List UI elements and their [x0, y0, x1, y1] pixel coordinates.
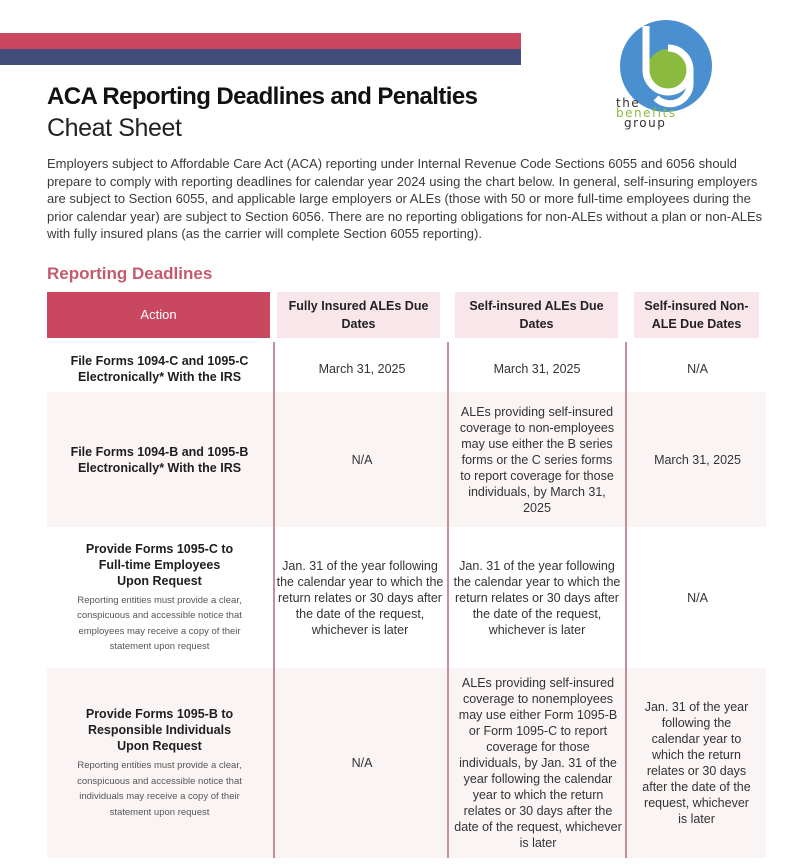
- self-insured-ales-cell: March 31, 2025: [493, 362, 581, 376]
- table-row: [47, 668, 766, 858]
- decorative-bar-red: [0, 33, 521, 49]
- action-note: Reporting entities must provide a clear, conspicuous and accessible notice that individuals may receive a copy of their statement upon request: [77, 760, 242, 818]
- action-label: File Forms 1094-B and 1095-B Electronically* With the IRS: [70, 444, 249, 475]
- column-divider: [625, 342, 627, 858]
- self-insured-ales-cell: ALEs providing self-insured coverage to nonemployees may use either Form 1095-B or Form 1095-C to report coverage for those individuals, by Jan. 31 of the year following the calendar year to which the return relates or 30 days after the date of the request, whichever is later: [454, 676, 622, 850]
- decorative-bar-navy: [0, 49, 521, 65]
- logo-text-the: the: [616, 96, 641, 110]
- action-cell: [67, 392, 252, 527]
- page-subtitle: Cheat Sheet: [47, 114, 182, 142]
- self-insured-non-ale-cell: N/A: [687, 362, 708, 376]
- self-insured-non-ale-cell: Jan. 31 of the year following the calendar year to which the return relates or 30 days after the date of the request, whichever is later: [642, 700, 751, 826]
- column-header-action: Action: [47, 292, 270, 338]
- logo-text-benefits: benefits: [616, 106, 677, 120]
- section-title-reporting-deadlines: Reporting Deadlines: [47, 264, 213, 283]
- table-row: [47, 346, 766, 392]
- page-title: ACA Reporting Deadlines and Penalties: [47, 83, 478, 110]
- fully-insured-ales-cell: N/A: [351, 756, 373, 770]
- action-note: Reporting entities must provide a clear, conspicuous and accessible notice that employees may receive a copy of their statement upon request: [77, 594, 242, 652]
- self-insured-non-ale-cell: N/A: [687, 590, 708, 605]
- intro-paragraph: Employers subject to Affordable Care Act (ACA) reporting under Internal Revenue Code Sections 6055 and 6056 should prepare to comply with reporting deadlines for calendar year 2024 using the chart below. In general, self-insuring employers are subject to Section 6055, and applicable large employers or ALEs (those with 50 or more full-time employees during the prior calendar year) are subject to Section 6056. There are no reporting obligations for non-ALEs without a plan or non-ALEs with fully insured plans (as the carrier will complete Section 6055 reporting).: [47, 156, 763, 241]
- column-header-self-insured-ales: Self-insured ALEs Due Dates: [455, 292, 618, 338]
- table-row: [47, 392, 766, 527]
- fully-insured-ales-cell: Jan. 31 of the year following the calendar year to which the return relates or 30 days after the date of the request, whichever is later: [276, 558, 444, 637]
- self-insured-ales-cell: Jan. 31 of the year following the calendar year to which the return relates or 30 days after the date of the request, whichever is later: [453, 558, 621, 637]
- column-divider: [447, 342, 449, 858]
- benefits-group-logo: [616, 20, 716, 140]
- action-label: File Forms 1094-C and 1095-C Electronically* With the IRS: [70, 354, 249, 384]
- action-cell: [62, 527, 257, 668]
- table-row: [47, 527, 766, 668]
- fully-insured-ales-cell: N/A: [351, 452, 373, 467]
- column-header-self-insured-non-ale: Self-insured Non-ALE Due Dates: [634, 292, 759, 338]
- column-header-fully-insured-ales: Fully Insured ALEs Due Dates: [277, 292, 440, 338]
- action-label: Provide Forms 1095-C to Full-time Employees Upon Request: [85, 541, 234, 588]
- action-label: Provide Forms 1095-B to Responsible Individuals Upon Request: [85, 707, 234, 753]
- action-cell: [67, 346, 252, 392]
- action-cell: [62, 668, 257, 858]
- fully-insured-ales-cell: March 31, 2025: [318, 362, 406, 376]
- column-divider: [273, 342, 275, 858]
- self-insured-ales-cell: ALEs providing self-insured coverage to non-employees may use either the B series forms or the C series forms to report coverage for those individuals, by March 31, 2025: [459, 404, 615, 515]
- logo-text-group: group: [624, 116, 667, 130]
- self-insured-non-ale-cell: March 31, 2025: [654, 452, 741, 467]
